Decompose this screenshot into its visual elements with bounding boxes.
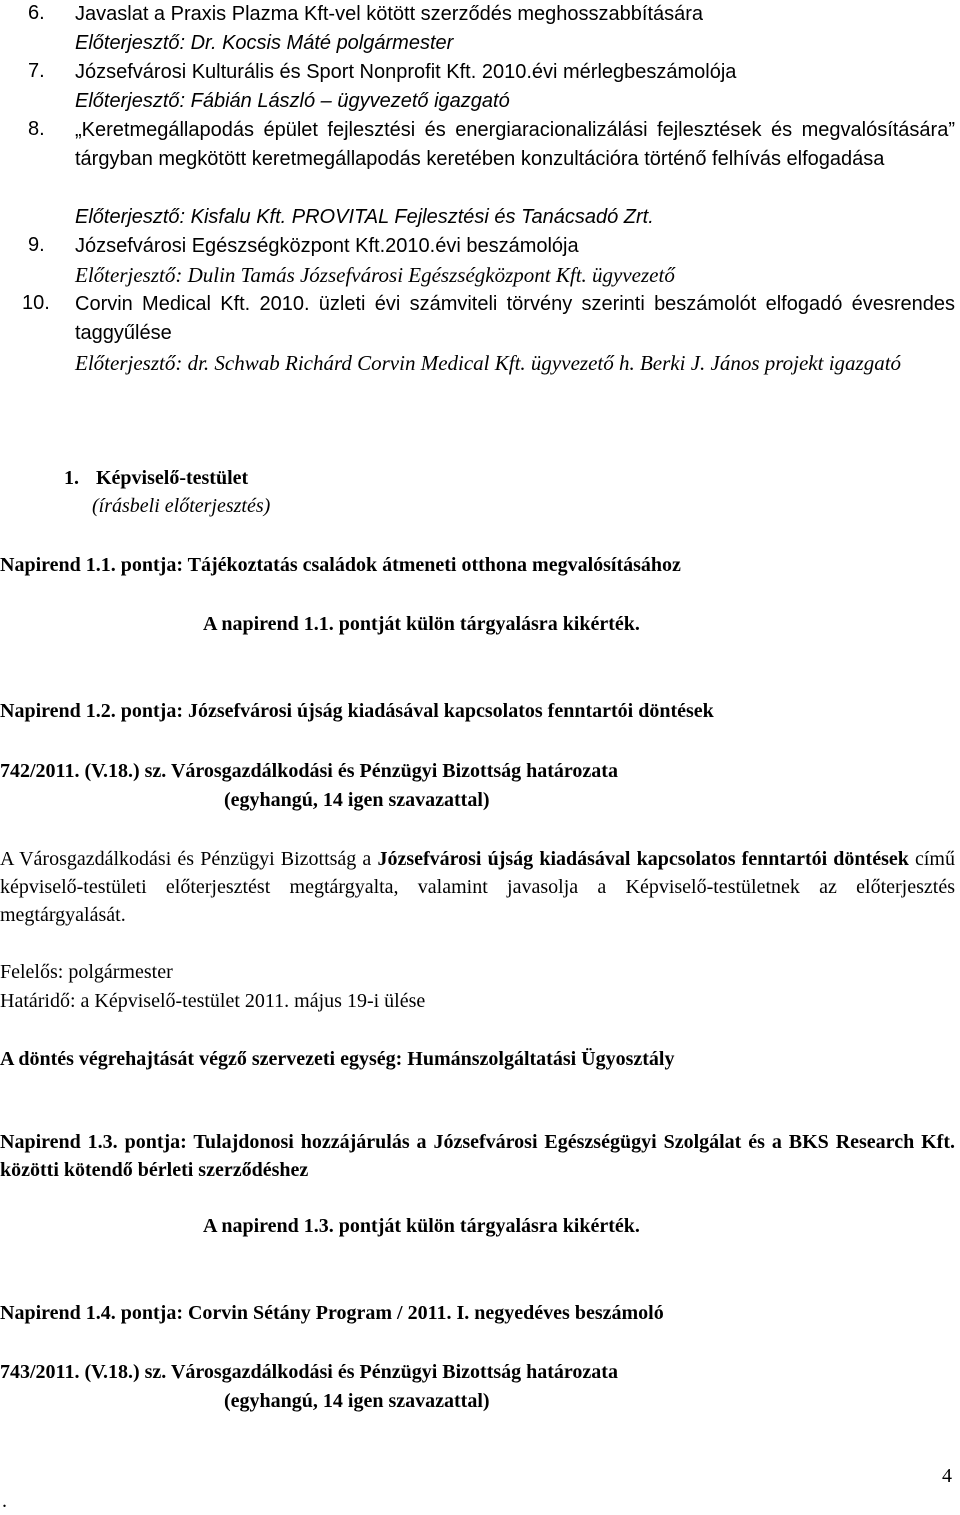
responsible: Felelős: polgármester — [0, 961, 173, 983]
agenda-item-title: Javaslat a Praxis Plazma Kft-vel kötött szerződés meghosszabbítására — [75, 3, 704, 25]
resolution-body — [0, 845, 955, 929]
napirend-note: A napirend 1.1. pontját külön tárgyalásra kikérték. — [203, 613, 640, 635]
agenda-item-presenter: Előterjesztő: Dr. Kocsis Máté polgármester — [75, 32, 454, 54]
section-title: Képviselő-testület — [96, 467, 249, 489]
resolution-body-text: című képviselő-testületi előterjesztést megtárgyalta, valamint javasolja a Képviselő-testületnek az előterjesztés megtárgyalását. — [0, 848, 955, 926]
agenda-item-presenter: Előterjesztő: Kisfalu Kft. PROVITAL Fejlesztési és Tanácsadó Zrt. — [75, 206, 654, 228]
agenda-item-title: „Keretmegállapodás épület fejlesztési és energiaracionalizálási fejlesztések és megvalósítására” tárgyban megkötött keretmegállapodás keretében konzultációra történő felhívás elfogadása — [75, 119, 955, 170]
napirend-heading: Napirend 1.3. pontja: Tulajdonosi hozzájárulás a Józsefvárosi Egészségügyi Szolgálat és a BKS Research Kft. közötti kötendő bérleti szerződéshez — [0, 1131, 955, 1181]
agenda-item-title: Józsefvárosi Kulturális és Sport Nonprofit Kft. 2010.évi mérlegbeszámolója — [75, 61, 737, 83]
agenda-item-presenter: Előterjesztő: dr. Schwab Richárd Corvin Medical Kft. ügyvezető h. Berki J. János projekt igazgató — [75, 351, 902, 375]
agenda-item-title: Corvin Medical Kft. 2010. üzleti évi számviteli törvény szerinti beszámolót elfogadó évesrendes taggyűlése — [75, 293, 955, 344]
agenda-item-presenter: Előterjesztő: Dulin Tamás Józsefvárosi Egészségközpont Kft. ügyvezető — [75, 263, 675, 287]
napirend-heading: Napirend 1.2. pontja: Józsefvárosi újság kiadásával kapcsolatos fenntartói döntések — [0, 700, 714, 722]
resolution-body-text: A Városgazdálkodási és Pénzügyi Bizottság a — [0, 848, 378, 870]
executor: A döntés végrehajtását végző szervezeti egység: Humánszolgáltatási Ügyosztály — [0, 1048, 675, 1070]
agenda-item-number: 10. — [22, 292, 50, 314]
resolution-body-emphasis: Józsefvárosi újság kiadásával kapcsolatos fenntartói döntések — [377, 848, 909, 870]
page-number: 4 — [942, 1465, 952, 1487]
agenda-item-number: 8. — [28, 118, 45, 140]
deadline: Határidő: a Képviselő-testület 2011. május 19-i ülése — [0, 990, 426, 1012]
agenda-item-number: 7. — [28, 60, 45, 82]
section-number: 1. — [64, 467, 79, 489]
napirend-heading: Napirend 1.1. pontja: Tájékoztatás családok átmeneti otthona megvalósításához — [0, 554, 681, 576]
section-subtitle: (írásbeli előterjesztés) — [92, 495, 271, 517]
resolution-number: 742/2011. (V.18.) sz. Városgazdálkodási és Pénzügyi Bizottság határozata — [0, 760, 618, 782]
resolution-vote: (egyhangú, 14 igen szavazattal) — [224, 1390, 490, 1412]
resolution-vote: (egyhangú, 14 igen szavazattal) — [224, 789, 490, 811]
napirend-heading: Napirend 1.4. pontja: Corvin Sétány Program / 2011. I. negyedéves beszámoló — [0, 1302, 664, 1324]
agenda-item-title: Józsefvárosi Egészségközpont Kft.2010.évi beszámolója — [75, 235, 579, 257]
resolution-number: 743/2011. (V.18.) sz. Városgazdálkodási és Pénzügyi Bizottság határozata — [0, 1361, 618, 1383]
agenda-item-presenter: Előterjesztő: Fábián László – ügyvezető igazgató — [75, 90, 510, 112]
napirend-note: A napirend 1.3. pontját külön tárgyalásra kikérték. — [203, 1215, 640, 1237]
agenda-item-number: 9. — [28, 234, 45, 256]
footer-dot: . — [2, 1490, 7, 1512]
agenda-item-number: 6. — [28, 2, 45, 24]
